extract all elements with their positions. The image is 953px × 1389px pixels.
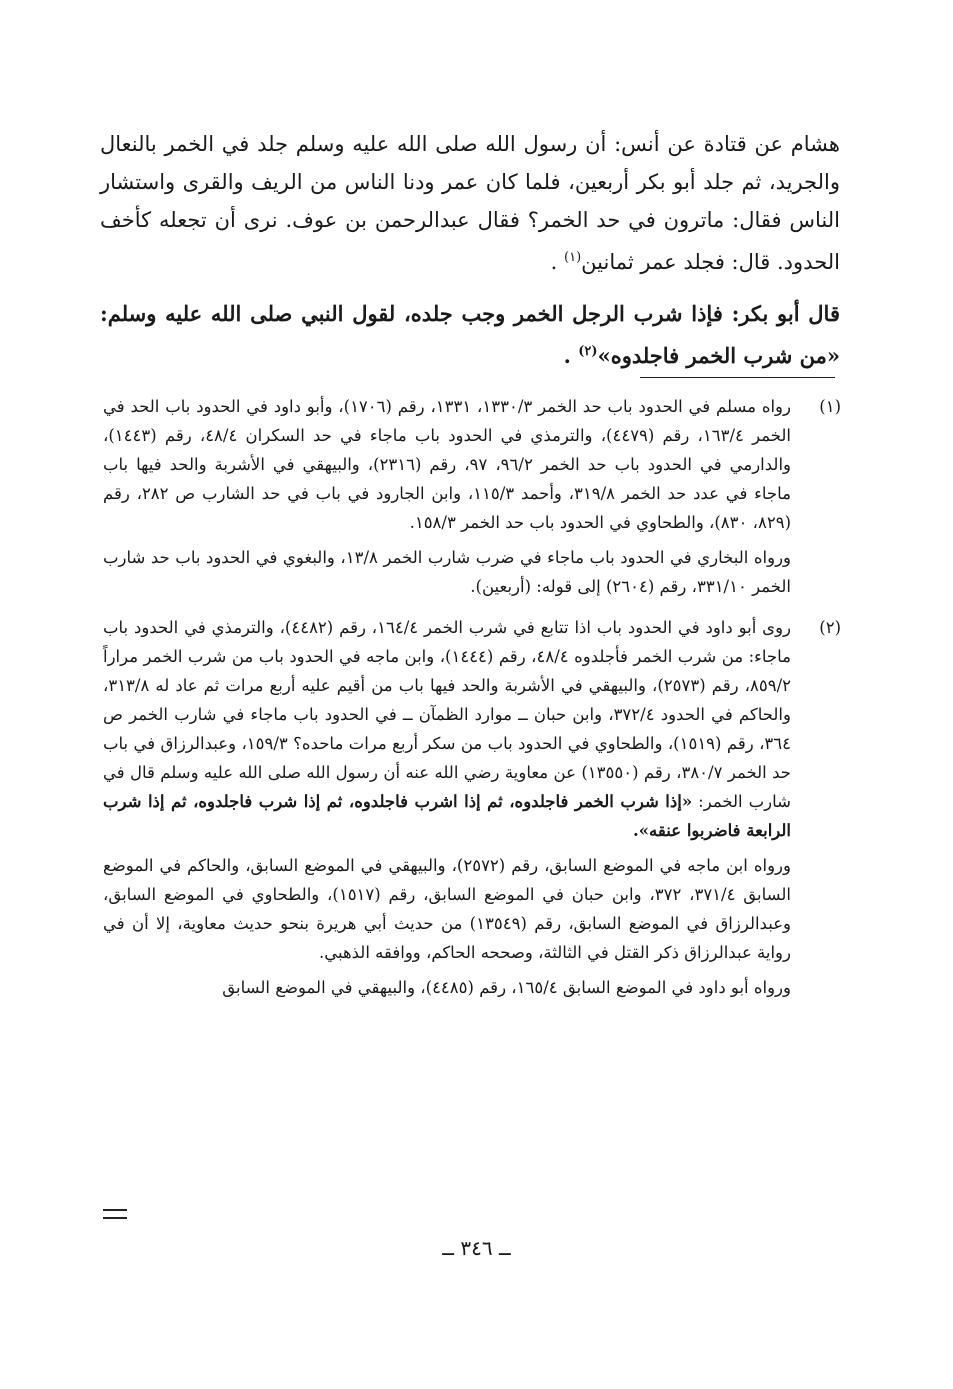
footnote-2-hadith-quote: «إذا شرب الخمر فاجلدوه، ثم إذا اشرب فاجلدوه، ثم إذا شرب فاجلدوه، ثم إذا شرب الرابعة فاضربوا عنقه».	[103, 792, 791, 840]
footnote-1-number: (١)	[819, 397, 841, 416]
footnote-2-number: (٢)	[819, 618, 841, 637]
page-number: ــ ٣٤٦ ــ	[442, 1236, 511, 1260]
main-text-2: قال أبو بكر: فإذا شرب الرجل الخمر وجب جلده، لقول النبي صلى الله عليه وسلم: «من شرب الخمر فاجلدوه»	[100, 301, 840, 368]
footnotes	[103, 392, 841, 1002]
footnote-ref-1: (١)	[564, 250, 582, 265]
main-text-2-end: .	[563, 343, 579, 368]
footnote-1-text-b: ورواه البخاري في الحدود باب ماجاء في ضرب شارب الخمر ١٣/٨، والبغوي في الحدود باب حد شارب الخمر ٣٣١/١٠، رقم (٢٦٠٤) إلى قوله: (أربعين).	[103, 548, 792, 596]
main-text-1-end: .	[550, 250, 565, 274]
footnote-2-text-a-wrap	[103, 613, 791, 845]
footnote-1	[103, 392, 841, 537]
main-text-paragraph-1	[100, 125, 840, 281]
footnote-separator	[640, 377, 835, 378]
main-text-1: هشام عن قتادة عن أنس: أن رسول الله صلى الله عليه وسلم جلد في الخمر بالنعال والجريد، ثم جلد أبو بكر أربعين، فلما كان عمر ودنا الناس من الريف والقرى واستشار الناس فقال: ماترون في حد الخمر؟ فقال عبدالرحمن بن عوف. نرى أن تجعله كأخف الحدود. قال: فجلد عمر ثمانين	[100, 132, 840, 274]
footnote-2-body	[103, 613, 791, 845]
main-text-paragraph-2	[100, 295, 840, 375]
footnote-ref-2: (٢)	[578, 344, 598, 359]
footnote-2-text-a: روى أبو داود في الحدود باب اذا تتابع في شرب الخمر ١٦٤/٤، رقم (٤٤٨٢)، والترمذي في الحدود باب ماجاء: من شرب الخمر فأجلدوه ٤٨/٤، رقم (١٤٤٤)، وابن ماجه في الحدود باب من شرب الخمر مراراً ٨٥٩/٢، رقم (٢٥٧٣)، والبيهقي في الأشربة والحد فيها باب من أقيم عليه أربع مرات ثم عاد له ٣١٣/٨، والحاكم في الحدود ٣٧٢/٤، وابن حبان ــ موارد الظمآن ــ في الحدود باب ماجاء في شارب الخمر ص ٣٦٤، رقم (١٥١٩)، والطحاوي في الحدود باب من سكر أربع مرات ماحده؟ ١٥٩/٣، وعبدالرزاق في باب حد الخمر ٣٨٠/٧، رقم (١٣٥٥٠) عن معاوية رضي الله عنه أن رسول الله صلى الله عليه وسلم قال في شارب الخمر:	[103, 618, 792, 811]
footnote-1-body	[103, 392, 791, 537]
footnote-2-text-b: ورواه ابن ماجه في الموضع السابق، رقم (٢٥٧٢)، والبيهقي في الموضع السابق، والحاكم في الموضع السابق ٣٧١/٤، ٣٧٢، وابن حبان في الموضع السابق، رقم (١٥١٧)، والطحاوي في الموضع السابق، وعبدالرزاق في الموضع السابق، رقم (١٣٥٤٩) من حديث أبي هريرة بنحو حديث معاوية، إلا أن في رواية عبدالرزاق ذكر القتل في الثالثة، وصححه الحاكم، ووافقه الذهبي.	[103, 856, 792, 962]
footnote-2	[103, 613, 841, 845]
continuation-mark	[103, 1209, 127, 1219]
footnote-2-text-c: ورواه أبو داود في الموضع السابق ١٦٥/٤، رقم (٤٤٨٥)، والبيهقي في الموضع السابق	[222, 978, 791, 997]
footnote-1-text-a: رواه مسلم في الحدود باب حد الخمر ١٣٣٠/٣، ١٣٣١، رقم (١٧٠٦)، وأبو داود في الحدود باب الحد في الخمر ١٦٣/٤، رقم (٤٤٧٩)، والترمذي في الحدود باب ماجاء في حد السكران ٤٨/٤، رقم (١٤٤٣)، والدارمي في الحدود باب حد الخمر ٩٦/٢، ٩٧، رقم (٢٣١٦)، والبيهقي في الأشربة والحد فيها باب ماجاء في عدد حد الخمر ٣١٩/٨، وأحمد ١١٥/٣، وابن الجارود في باب في حد الشارب ص ٢٨٢، رقم (٨٢٩، ٨٣٠)، والطحاوي في الحدود باب حد الخمر ١٥٨/٣.	[103, 397, 791, 532]
